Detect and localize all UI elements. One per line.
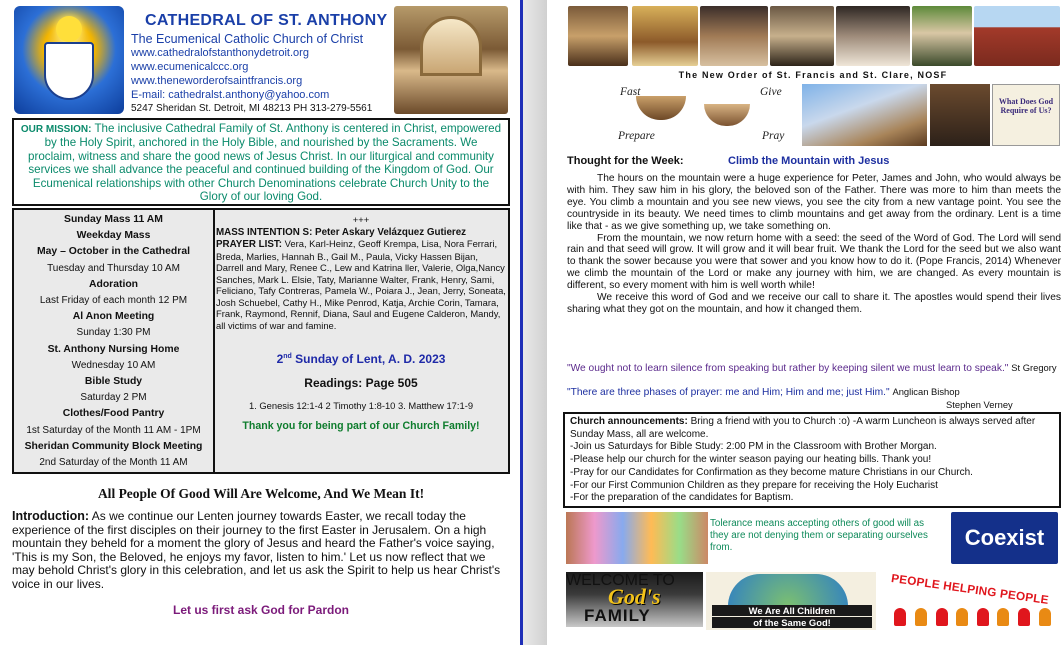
thought-paragraph: The hours on the mountain were a huge experience for Peter, James and John, who would always be with him. They saw him in his glory, the beloved son of the Father. There was more to him than meets the eye. You climb a mountain and you see new views, you see the city from a new vantage point. You see the countryside in its beauty. We need times to climb mountains and get away from the ordinary. Lent is a time like that - as we give something up, we take something on. — [567, 173, 1061, 232]
cathedral-altar-arch — [420, 16, 482, 76]
schedule-line: Al Anon Meeting — [72, 311, 155, 323]
mass-intentions: MASS INTENTION S: Peter Askary Velázquez Gutierez — [216, 226, 467, 238]
introduction-paragraph — [12, 510, 508, 591]
interfaith-people-photo — [566, 512, 708, 564]
announcement-item: -Please help our church for the winter season paying our heating bills. Thank you! — [570, 454, 932, 466]
quote-author: St Gregory — [1011, 362, 1057, 373]
announcements-lead: Bring a friend with you to Church :o) -A warm Luncheon is always served after Sunday Mass, all are welcome. — [570, 416, 1036, 440]
prayer-list: Vera, Karl-Heinz, Geoff Krempa, Lisa, Nora Ferrari, Breda, Marlies, Hannah B., Gail M., Paula, Vicky Hassen Bijan, Darrell and Mary, Renee C., Lew and Katrina ller, Valerie, Olga,Nancy Sanches, Mark L. Elsie, Taty, Marianne Walter, Frank, Henry, Sami, Feliciano, Tafy Contreras, Pamela W., Poiara J., Jean, Jerry, Soneata, Josh Schuebel, Cathy H., Mike Penrod, Katja, Archie Corin, Tamara, Frank, Raymond, Rennif, Diana, Saul and Eugene Calderon, Mandy, all victims of war and famine. — [216, 238, 506, 331]
crest-sun-emblem — [56, 16, 82, 42]
email-line[interactable]: E-mail: cathedralst.anthony@yahoo.com — [131, 89, 330, 101]
saint-clare-photo — [632, 6, 698, 66]
schedule-line: Saturday 2 PM — [80, 392, 147, 404]
welcome-banner: All People Of Good Will Are Welcome, And We Mean It! — [97, 486, 425, 501]
crest-shield-emblem — [44, 42, 94, 100]
transfiguration-fresco — [802, 84, 927, 146]
coexist-logo: Coexist — [951, 512, 1058, 564]
pardon-line: Let us first ask God for Pardon — [172, 603, 350, 617]
tolerance-text: Tolerance means accepting others of good will as they are not denying them or separating ourselves from. — [710, 518, 928, 553]
schedule-line: Wednesday 10 AM — [71, 359, 156, 371]
schedule-line: Weekday Mass — [76, 230, 151, 242]
globe-icon — [728, 574, 848, 606]
thought-label: Thought for the Week: — [567, 155, 684, 167]
prayer-list-label: PRAYER LIST: — [216, 239, 283, 250]
link-neworder-site[interactable]: www.theneworderofsaintfrancis.org — [131, 75, 303, 87]
page-gutter — [523, 0, 547, 645]
people-chain-icon — [890, 608, 1055, 628]
schedule-line: Clothes/Food Pantry — [62, 408, 165, 420]
church-address: 5247 Sheridan St. Detroit, MI 48213 PH 313-279-5561 — [131, 103, 373, 114]
intro-text: As we continue our Lenten journey towards Easter, we recall today the experience of the first disciples on their journey to the first Easter in Jerusalem. On a high mountain they beheld for a moment the glory of Jesus and heard the Father's voice saying, 'This is my Son, the Beloved, he enjoys my favor, listen to him.' Let us now reflect that we may behold Christ's glory in this celebration, and let us ask the Spirit to help us hear Christ's voice in our lives. — [12, 509, 501, 591]
thought-paragraph: We receive this word of God and we receive our call to share it. The apostles would spend their lives sharing what they got on the mountain, and how it changed them. — [567, 292, 1061, 315]
thanks-message: Thank you for being part of our Church Family! — [242, 420, 480, 432]
what-god-requires-image: What Does God Require of Us? — [992, 84, 1060, 146]
announcement-item: -For the preparation of the candidates for Baptism. — [570, 492, 794, 504]
mission-label: OUR MISSION: — [20, 124, 92, 135]
schedule-box — [12, 208, 215, 474]
schedule-line: 2nd Saturday of the Month 11 AM — [39, 457, 188, 469]
quote-author-name: Stephen Verney — [946, 399, 1013, 410]
intentions-marks: +++ — [352, 214, 370, 225]
announcement-item: -Join us Saturdays for Bible Study: 2:00 PM in the Classroom with Brother Morgan. — [570, 441, 937, 453]
announcements-label: Church announcements: — [570, 416, 688, 427]
word-give: Give — [760, 86, 782, 98]
procession-photo — [770, 6, 834, 66]
schedule-line: St. Anthony Nursing Home — [47, 343, 180, 355]
readings-page: Readings: Page 505 — [304, 376, 418, 390]
schedule-line: Tuesday and Thursday 10 AM — [47, 262, 180, 274]
announcements-box — [563, 412, 1061, 508]
children-line-1: We Are All Children — [712, 605, 872, 616]
schedule-line: Bible Study — [84, 376, 143, 388]
link-ecumenical-site[interactable]: www.ecumenicalccc.org — [131, 61, 249, 73]
church-subtitle: The Ecumenical Catholic Church of Christ — [131, 32, 364, 46]
church-exterior-photo — [974, 6, 1060, 66]
thought-body — [567, 173, 1061, 316]
intentions-text — [216, 214, 506, 331]
saint-francis-photo — [568, 6, 628, 66]
gods-family-family: FAMILY — [584, 606, 651, 625]
congregation-photo — [836, 6, 910, 66]
church-nave-photo — [700, 6, 768, 66]
schedule-line: 1st Saturday of the Month 11 AM - 1PM — [26, 424, 201, 436]
link-cathedral-site[interactable]: www.cathedralofstanthonydetroit.org — [131, 47, 309, 59]
sunday-heading: 2nd Sunday of Lent, A. D. 2023 — [276, 352, 446, 366]
mission-text: The inclusive Cathedral Family of St. Anthony is centered in Christ, empowered by the Holy Spirit, anchored in the Holy Bible, and nourished by the Sacraments. We proclaim, witness and share the good news of Jesus Christ. In our liturgical and community services we shall advance the peaceful and continued building of the Kingdom of God. Our Ecumenical relationships with other Church Denominations celebrate Church Unity to the Glory of our loving God. — [28, 122, 502, 204]
word-fast: Fast — [620, 86, 641, 98]
announcement-item: -Pray for our Candidates for Confirmation as they become mature Christians in our Church. — [570, 466, 973, 478]
thought-title: Climb the Mountain with Jesus — [728, 155, 890, 167]
schedule-line: Sunday Mass 11 AM — [64, 214, 163, 225]
church-title: CATHEDRAL OF ST. ANTHONY — [145, 12, 388, 29]
announcement-item: -For our First Communion Children as they prepare for receiving the Holy Eucharist — [570, 479, 938, 491]
gods-family-welcome: WELCOME TO — [566, 572, 675, 589]
quote-verney: "There are three phases of prayer: me and Him; Him and me; just Him." Anglican Bishop — [567, 386, 960, 398]
schedule-line: Sunday 1:30 PM — [76, 327, 151, 339]
children-line-2: of the Same God! — [712, 617, 872, 628]
quote-author: Anglican Bishop — [892, 386, 960, 397]
readings-passages: 1. Genesis 12:1-4 2 Timothy 1:8-10 3. Matthew 17:1-9 — [248, 400, 474, 411]
schedule-line: Last Friday of each month 12 PM — [39, 295, 188, 307]
schedule-line: Adoration — [88, 278, 139, 290]
community-faces-photo — [930, 84, 990, 146]
order-name: The New Order of St. Francis and St. Clare, NOSF — [678, 70, 948, 80]
thought-paragraph: From the mountain, we now return home with a seed: the seed of the Word of God. The Lord will send rain and that seed will grow. It will grow and it will bear fruit. We thank the Lord for the seed but we also want to thank the sower because you were that sower and you know how to do it. (Pope Francis, 2014) Whenever we climb the mountain of the Lord or make any journey with him, we are changed. As every mountain is different, so every moment with him is well worth while! — [567, 232, 1061, 292]
mission-statement-box — [12, 118, 510, 206]
quote-gregory: "We ought not to learn silence from speaking but rather by keeping silent we must learn to speak." St Gregory — [567, 362, 1057, 374]
intro-label: Introduction: — [12, 509, 90, 523]
gods-family-gods: God's — [608, 584, 661, 609]
schedule-line: May – October in the Cathedral — [36, 246, 190, 258]
people-helping-people-title: PEOPLE HELPING PEOPLE — [890, 571, 1050, 607]
word-pray: Pray — [762, 130, 785, 142]
schedule-line: Sheridan Community Block Meeting — [24, 440, 203, 452]
word-prepare: Prepare — [618, 130, 655, 142]
friar-portrait-photo — [912, 6, 972, 66]
